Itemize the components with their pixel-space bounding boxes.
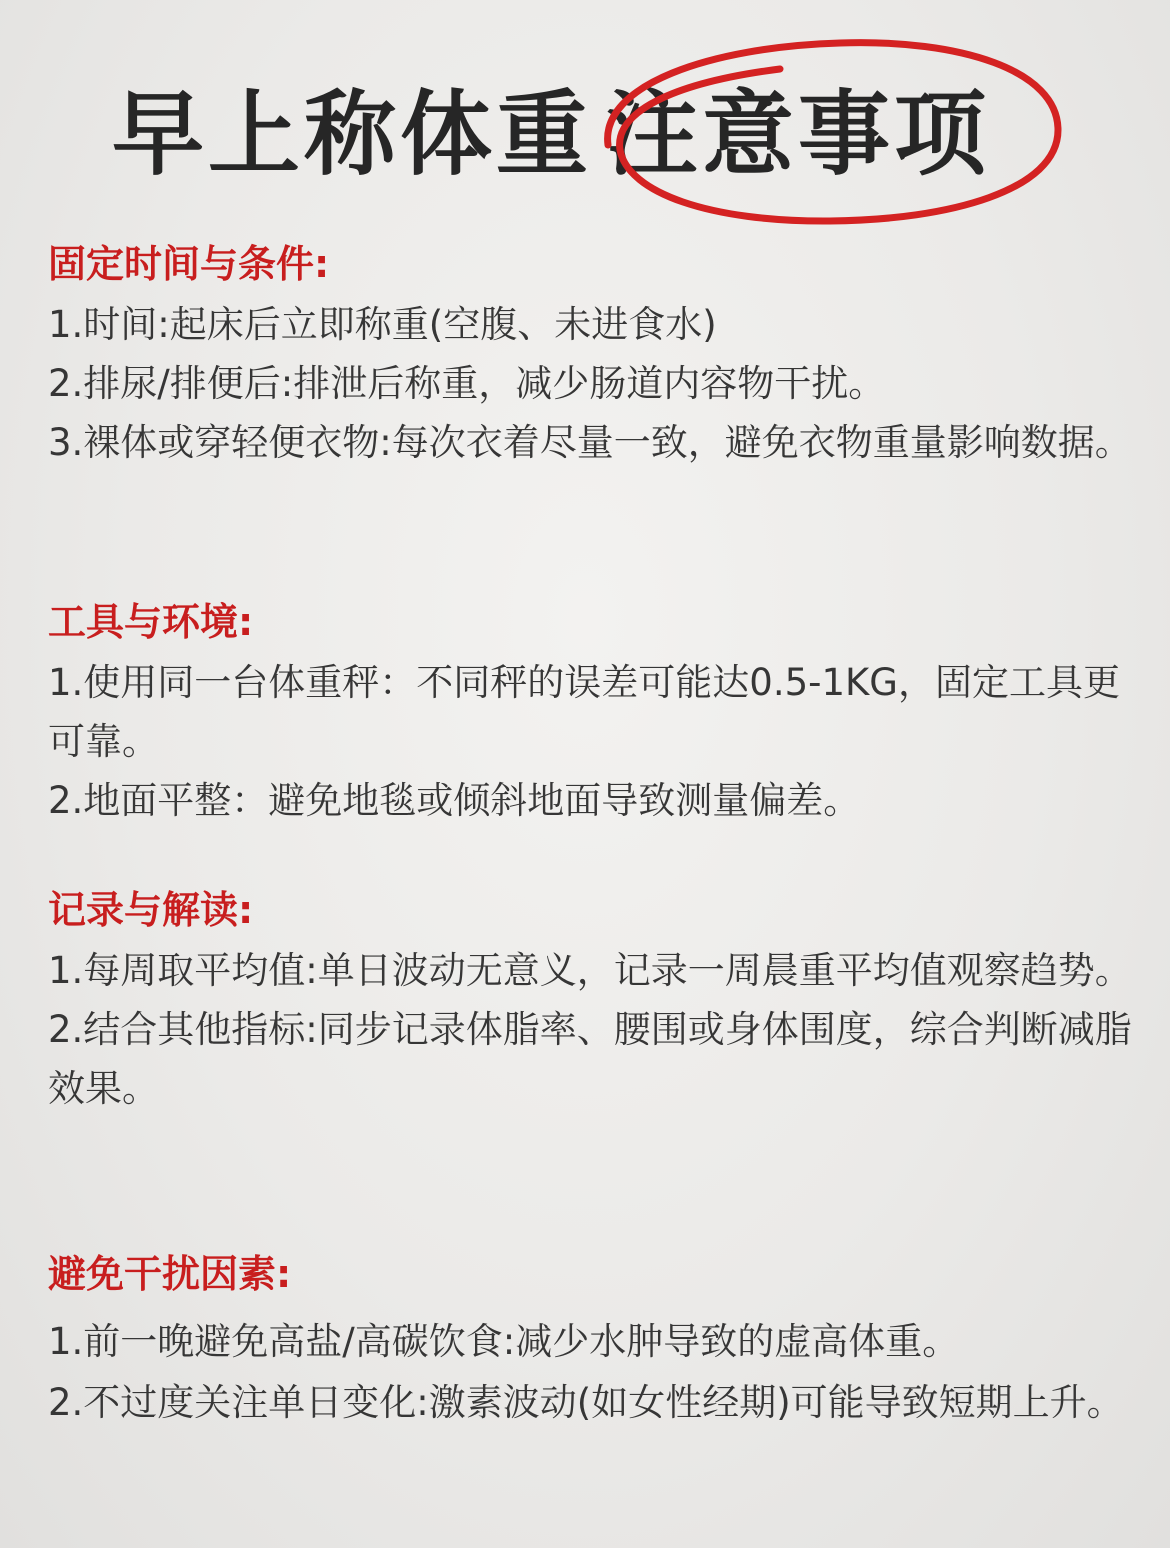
list-item: 1.使用同一台体重秤：不同秤的误差可能达0.5-1KG，固定工具更可靠。 xyxy=(48,661,1120,763)
title-part-1: 早上称体重 xyxy=(112,81,593,188)
page-title xyxy=(112,80,990,190)
section-heading: 避免干扰因素: xyxy=(48,1252,292,1296)
section-fixed-time xyxy=(48,237,1138,472)
section-heading: 固定时间与条件: xyxy=(48,242,330,286)
list-item: 2.排尿/排便后:排泄后称重，减少肠道内容物干扰。 xyxy=(48,362,886,405)
list-item: 1.前一晚避免高盐/高碳饮食:减少水肿导致的虚高体重。 xyxy=(48,1320,960,1363)
list-item: 2.结合其他指标:同步记录体脂率、腰围或身体围度，综合判断减脂效果。 xyxy=(48,1008,1132,1110)
section-heading: 记录与解读: xyxy=(48,888,254,932)
title-part-2: 注意事项 xyxy=(606,81,991,188)
list-item: 1.每周取平均值:单日波动无意义，记录一周晨重平均值观察趋势。 xyxy=(48,949,1132,992)
section-heading: 工具与环境: xyxy=(48,600,254,644)
section-tools-environment xyxy=(48,595,1138,830)
section-avoid-interference xyxy=(48,1247,1138,1433)
list-item: 2.不过度关注单日变化:激素波动(如女性经期)可能导致短期上升。 xyxy=(48,1381,1124,1424)
list-item: 2.地面平整：避免地毯或倾斜地面导致测量偏差。 xyxy=(48,779,861,822)
list-item: 1.时间:起床后立即称重(空腹、未进食水) xyxy=(48,303,717,346)
list-item: 3.裸体或穿轻便衣物:每次衣着尽量一致，避免衣物重量影响数据。 xyxy=(48,421,1132,464)
section-record-interpret xyxy=(48,883,1138,1118)
title-area xyxy=(0,70,1170,190)
